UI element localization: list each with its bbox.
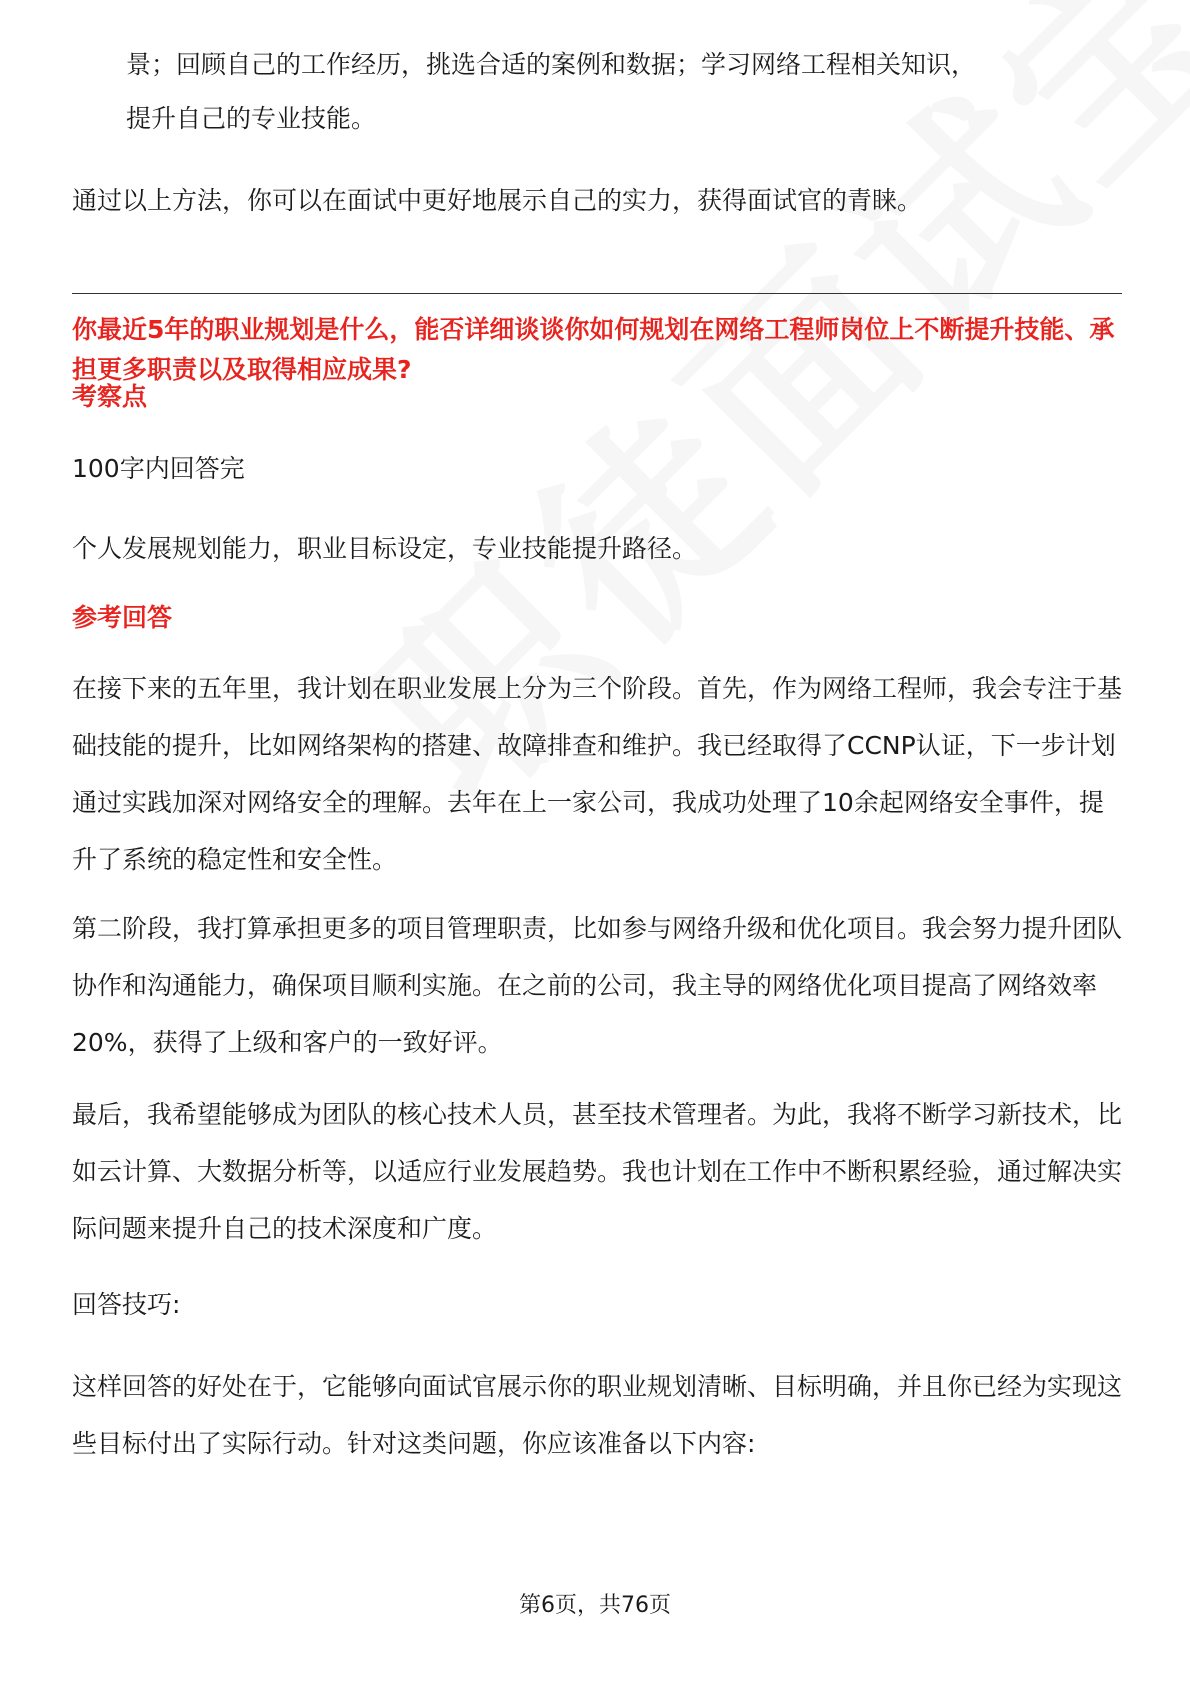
reference-paragraph-1: 在接下来的五年里，我计划在职业发展上分为三个阶段。首先，作为网络工程师，我会专注于基础技能的提升，比如网络架构的搭建、故障排查和维护。我已经取得了CCNP认证，下一步计划通过实践加深对网络安全的理解。去年在上一家公司，我成功处理了10余起网络安全事件，提升了系统的稳定性和安全性。 [72, 674, 1123, 874]
answer-limit: 100字内回答完 [72, 454, 245, 483]
exam-point-label: 考察点 [72, 382, 148, 411]
exam-point-content: 个人发展规划能力，职业目标设定，专业技能提升路径。 [72, 534, 698, 563]
question-heading: 你最近5年的职业规划是什么，能否详细谈谈你如何规划在网络工程师岗位上不断提升技能、承担更多职责以及取得相应成果? [72, 315, 1115, 384]
summary-paragraph: 通过以上方法，你可以在面试中更好地展示自己的实力，获得面试官的青睐。 [72, 186, 923, 215]
reference-answer-label: 参考回答 [72, 603, 173, 632]
tips-label: 回答技巧: [72, 1290, 181, 1319]
reference-paragraph-3: 最后，我希望能够成为团队的核心技术人员，甚至技术管理者。为此，我将不断学习新技术，比如云计算、大数据分析等，以适应行业发展趋势。我也计划在工作中不断积累经验，通过解决实际问题来提升自己的技术深度和广度。 [72, 1100, 1123, 1243]
section-divider [72, 293, 1122, 294]
continuation-line-1: 景；回顾自己的工作经历，挑选合适的案例和数据；学习网络工程相关知识， [126, 50, 977, 79]
page-footer: 第6页，共76页 [519, 1593, 671, 1618]
tips-paragraph: 这样回答的好处在于，它能够向面试官展示你的职业规划清晰、目标明确，并且你已经为实现这些目标付出了实际行动。针对这类问题，你应该准备以下内容: [72, 1372, 1123, 1458]
continuation-line-2: 提升自己的专业技能。 [126, 104, 377, 133]
reference-paragraph-2: 第二阶段，我打算承担更多的项目管理职责，比如参与网络升级和优化项目。我会努力提升团队协作和沟通能力，确保项目顺利实施。在之前的公司，我主导的网络优化项目提高了网络效率20%，获得了上级和客户的一致好评。 [72, 914, 1123, 1057]
